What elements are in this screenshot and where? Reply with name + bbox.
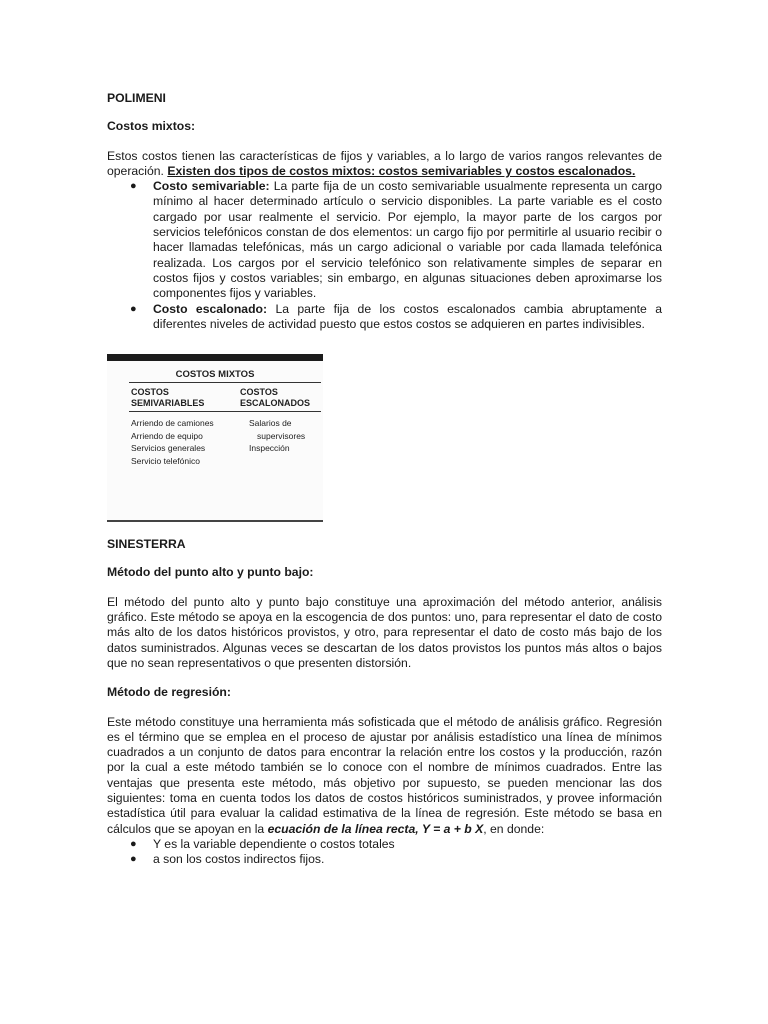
list-item-escalonado xyxy=(107,302,662,333)
table-cell: supervisores xyxy=(257,430,306,441)
subtitle-punto-alto-bajo: Método del punto alto y punto bajo: xyxy=(107,565,314,580)
bullet-icon: ● xyxy=(130,837,137,850)
table-header-line: COSTOS xyxy=(131,387,169,398)
table-top-bar xyxy=(107,354,323,361)
table-column-semivariables xyxy=(131,417,214,467)
list-item-variable-y xyxy=(107,837,662,852)
table-cell: Servicios generales xyxy=(131,443,206,454)
table-header-escalonados xyxy=(240,387,310,409)
table-rule-header xyxy=(129,411,321,412)
table-cell: Arriendo de camiones xyxy=(131,418,214,429)
intro-paragraph xyxy=(107,149,662,180)
term-semivariable: Costo semivariable: xyxy=(153,179,270,194)
text-escalonado: La parte fija de los costos escalonados cambia abruptamente a diferentes niveles de actividad puesto que estos costos se adquieren en partes indivisibles. xyxy=(153,301,662,331)
term-escalonado: Costo escalonado: xyxy=(153,301,268,316)
variable-y-text: Y es la variable dependiente o costos totales xyxy=(153,836,395,851)
paragraph-punto-alto-bajo: El método del punto alto y punto bajo constituye una aproximación del método anterior, análisis gráfico. Este método se apoya en la escogencia de dos puntos: uno, para representar el dato de costo más alto de los datos históricos provistos, y otro, para representar el dato de costo más bajo de los datos suministrados. Algunas veces se descartan de los datos provistos los puntos más altos o bajos que no sean representativos o que presenten distorsión. xyxy=(107,594,662,670)
regresion-text: Este método constituye una herramienta más sofisticada que el método de análisis gráfico. Regresión es el término que se emplea en el proceso de ajustar por análisis estadístico una línea de mínimos cuadrados a un conjunto de datos para encontrar la relación entre los costos y la producción, razón por la cual a este método también se lo conoce con el nombre de mínimos cuadrados. Entre las ventajas que presenta este método, más objetivo por supuesto, se pueden mencionar las dos siguientes: toma en cuenta todos los datos de costos históricos suministrados, y provee información estadística útil para evaluar la calidad estimativa de la línea de regresión. Este método se basa en cálculos que se apoyan en la xyxy=(107,714,662,836)
table-bottom-line xyxy=(107,520,323,522)
table-header-line: ESCALONADOS xyxy=(240,398,311,409)
document-content xyxy=(107,91,662,868)
table-header-semivariables xyxy=(131,387,204,409)
regresion-formula: ecuación de la línea recta, Y = a + b X xyxy=(267,821,484,836)
table-header-line: SEMIVARIABLES xyxy=(131,398,205,409)
paragraph-regresion xyxy=(107,715,662,837)
author-heading-sinesterra: SINESTERRA xyxy=(107,537,186,552)
table-cell: Arriendo de equipo xyxy=(131,430,203,441)
intro-emphasis: Existen dos tipos de costos mixtos: costos semivariables y costos escalonados. xyxy=(167,163,636,178)
subtitle-costos-mixtos: Costos mixtos: xyxy=(107,119,196,134)
list-item-variable-a xyxy=(107,852,662,867)
table-header-line: COSTOS xyxy=(240,387,278,398)
variable-a-text: a son los costos indirectos fijos. xyxy=(153,852,325,867)
table-cell: Servicio telefónico xyxy=(131,455,200,466)
table-cell: Salarios de xyxy=(249,418,292,429)
table-title: COSTOS MIXTOS xyxy=(175,369,255,381)
subtitle-regresion: Método de regresión: xyxy=(107,685,231,700)
table-cell: Inspección xyxy=(249,443,290,454)
bullet-icon: ● xyxy=(130,853,137,866)
regresion-tail: , en donde: xyxy=(483,821,545,836)
intro-text: Estos costos tienen las características de fijos y variables, a lo largo de varios rangos relevantes de operación. xyxy=(107,148,662,178)
regresion-variables-list xyxy=(107,837,662,868)
bullet-icon: ● xyxy=(130,302,137,315)
table-column-escalonados xyxy=(249,417,305,455)
list-item-semivariable xyxy=(107,179,662,301)
costos-mixtos-table-image xyxy=(107,354,323,522)
table-rule-top xyxy=(129,382,321,383)
bullet-icon: ● xyxy=(130,180,137,193)
costos-mixtos-list xyxy=(107,179,662,332)
text-semivariable: La parte fija de un costo semivariable usualmente representa un cargo mínimo al hacer determinado artículo o servicio disponibles. La parte variable es el costo cargado por usar realmente el servicio. Por ejemplo, la mayor parte de los cargos por servicios telefónicos constan de dos elementos: un cargo fijo por permitirle al usuario recibir o hacer llamadas telefónicas, más un cargo adicional o variable por cada llamada telefónica realizada. Los cargos por el servicio telefónico son relativamente simples de separar en costos fijos y costos variables; sin embargo, en algunas situaciones deben aproximarse los componentes fijos y variables. xyxy=(153,179,662,301)
author-heading-polimeni: POLIMENI xyxy=(107,91,166,105)
